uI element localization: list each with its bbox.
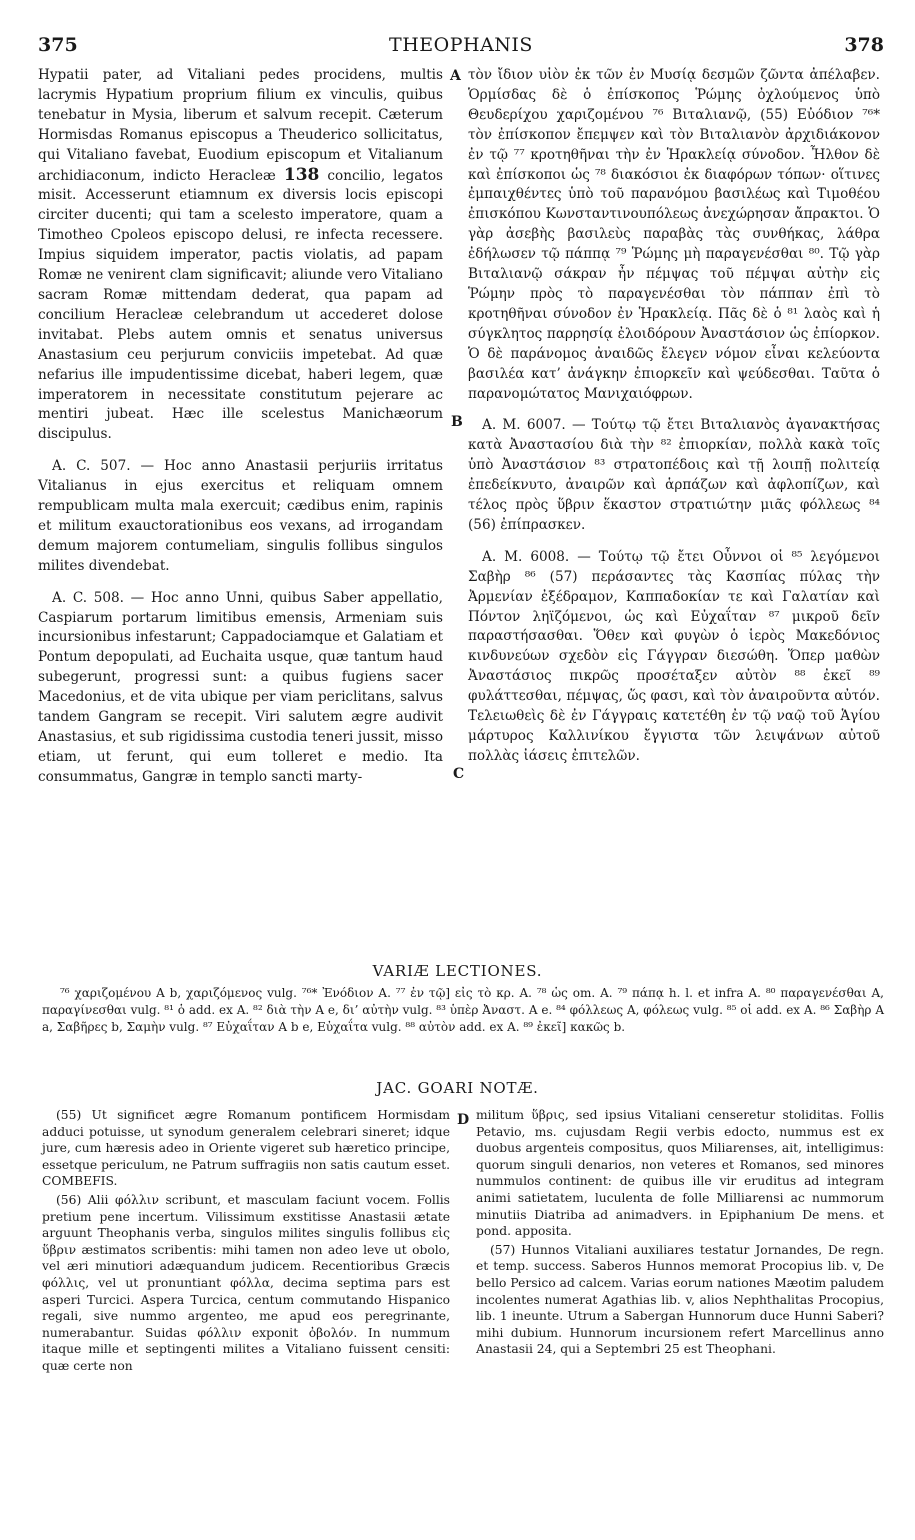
notes-left-column — [42, 1107, 450, 1377]
running-title: THEOPHANIS — [389, 34, 533, 56]
note-56-continued: militum ὕβρις, sed ipsius Vitaliani censeretur stoliditas. Follis Petavio, ms. cujusdam Regii verbis edocto, nummus est ex duobus argenteis compositus, quos Miliarenses, ait, intelligimus: quorum singuli denarios, non veteres et Romanos, sed minores nummulos continent: de quibus ille vir eruditus ad integram animi satietatem, luculenta de folle Milliarensi ac nummorum minutiis Diatriba ad animadvers. in Epiphanium De mens. et pond. apposita. — [476, 1108, 884, 1239]
margin-marker-b: B — [451, 414, 463, 430]
note-56: (56) Alii φόλλιν scribunt, et masculam faciunt vocem. Follis pretium pene incertum. Vilissimum exstitisse Anastasii ætate arguunt Theophanis verba, singulos milites singulis follibus εἰς ὕβριν æstimatos scribentis: mihi tamen non adeo leve ut obolo, vel æri minutiori adæquandum judicem. Recentioribus Græcis φόλλις, vel ut pronuntiant φόλλα, decima septima pars est asperi Turcici. Aspera Turcica, centum commutando Hispanico regali, sive nummo argenteo, me apud eos peregrinante, numerabantur. Suidas φόλλιν exponit ὀβολόν. In nummum itaque mille et septingenti milites a Vitaliano fuissent censiti: quæ certe non — [42, 1192, 450, 1373]
right-page-number: 378 — [844, 34, 884, 56]
latin-column — [38, 66, 443, 800]
greek-paragraph: τὸν ἴδιον υἱὸν ἐκ τῶν ἐν Μυσίᾳ δεσμῶν ζῶντα ἀπέλαβεν. Ὁρμίσδας δὲ ὁ ἐπίσκοπος Ῥώμης ὀχλούμενος ὑπὸ Θευδερίχου χαριζομένου ⁷⁶ Βιταλιανῷ, (55) Εὐόδιον ⁷⁶* τὸν ἐπίσκοπον ἔπεμψεν καὶ τὸν Βιταλιανὸν ἀρχιδιάκονον ἐν τῷ ⁷⁷ κροτηθῆναι τὴν ἐν Ἡρακλείᾳ σύνοδον. Ἦλθον δὲ καὶ ἐπίσκοποι ὡς ⁷⁸ διακόσιοι ἐκ διαφόρων τόπων· οἵτινες ἐμπαιχθέντες ὑπὸ τοῦ παρανόμου βασιλέως καὶ Τιμοθέου ἐπισκόπου Κωνσταντινουπόλεως ἀνεχώρησαν ἄπρακτοι. Ὁ γὰρ ἀσεβὴς βασιλεὺς παραβὰς τὰς συνθήκας, λάθρα ἐδήλωσεν τῷ πάππᾳ ⁷⁹ Ῥώμης μὴ παραγενέσθαι ⁸⁰. Τῷ γὰρ Βιταλιανῷ σάκραν ἦν πέμψας τοῦ πέμψαι αὐτὴν εἰς Ῥώμην πρὸς τὸ παραγενέσθαι τὸν πάππαν ἐπὶ τὸ κροτηθῆναι σύνοδον ἐν Ἡρακλείᾳ. Πᾶς δὲ ὁ ⁸¹ λαὸς καὶ ἡ σύγκλητος παρρησίᾳ ἐλοιδόρουν Ἀναστάσιον ὡς ἐπίορκον. Ὁ δὲ παράνομος ἀναιδῶς ἔλεγεν νόμον εἶναι κελεύοντα βασιλέα κατ’ ἀνάγκην ἐπιορκεῖν καὶ ψεύδεσθαι. Ταῦτα ὁ παρανομώτατος Μανιχαιόφρων. — [468, 67, 880, 402]
note-55: (55) Ut significet ægre Romanum pontificem Hormisdam adduci potuisse, ut synodum generalem celebrari sineret; idque jure, cum hæresis adeo in Oriente vigeret sub hæretico principe, essetque periculum, ne Patrum suffragiis non satis cautum esset. COMBEFIS. — [42, 1108, 450, 1189]
latin-entry-507: A. C. 507. — Hoc anno Anastasii perjuriis irritatus Vitalianus in ejus exercitus et reliquam omnem rempublicam multa mala exercuit; cædibus enim, rapinis et militum exauctorationibus eos vexans, ad irrogandam demum majorem contumeliam, singulis follibus singulos milites divendebat. — [38, 458, 443, 574]
latin-entry-508: A. C. 508. — Hoc anno Unni, quibus Saber appellatio, Caspiarum portarum limitibus emensis, Armeniam suis incursionibus infestarunt; Cappadociamque et Galatiam et Pontum depopulati, ad Euchaita usque, quæ tantum haud subegerunt, progressi sunt: a quibus fugiens sacer Macedonius, et de vita ubique per viam periclitans, salvus tandem Gangram se recepit. Viri salutem ægre audivit Anastasius, et sub rigidissima custodia teneri jussit, misso etiam, ut ferunt, qui eum tolleret e medio. Ita consummatus, Gangræ in templo sancti marty- — [38, 589, 443, 785]
variae-lectiones — [42, 985, 884, 1036]
greek-entry-6008: A. M. 6008. — Τούτῳ τῷ ἔτει Οὖννοι οἱ ⁸⁵ λεγόμενοι Σαβὴρ ⁸⁶ (57) περάσαντες τὰς Κασπίας πύλας τὴν Ἀρμενίαν ἐξέδραμον, Καππαδοκίαν τε καὶ Γαλατίαν καὶ Πόντον ληϊζόμενοι, ὡς καὶ Εὐχαΐταν ⁸⁷ μικροῦ δεῖν παραστήσασθαι. Ὅθεν καὶ φυγὼν ὁ ἱερὸς Μακεδόνιος κινδυνεύων σχεδὸν εἰς Γάγγραν διεσώθη. Ὅπερ μαθὼν Ἀναστάσιος πικρῶς προσέταξεν αὐτὸν ⁸⁸ ἐκεῖ ⁸⁹ φυλάττεσθαι, πέμψας, ὥς φασι, καὶ τὸν ἀναιροῦντα αὐτόν. Τελειωθεὶς δὲ ἐν Γάγγραις κατετέθη ἐν τῷ ναῷ τοῦ Ἁγίου μάρτυρος Καλλινίκου ἔγγιστα τῶν λειψάνων αὐτοῦ πολλὰς ἰάσεις ἐπιτελῶν. — [468, 548, 880, 764]
notae-title: JAC. GOARI NOTÆ. — [376, 1079, 539, 1097]
page-number-inline: 138 — [283, 164, 320, 185]
latin-text: Hypatii pater, ad Vitaliani pedes procidens, multis lacrymis Hypatium proprium filium ex vinculis, quibus tenebatur in Mysia, liberum et salvum recepit. Cæterum Hormisdas Romanus episcopus a Theuderico sollicitatus, qui Vitaliano favebat, Euodium episcopum et Vitalianum archidiaconum, indicto Heracleæ — [38, 67, 443, 184]
greek-entry-6007: A. M. 6007. — Τούτῳ τῷ ἔτει Βιταλιανὸς ἀγανακτήσας κατὰ Ἀναστασίου διὰ τὴν ⁸² ἐπιορκίαν, πολλὰ κακὰ τοῖς ὑπὸ Ἀναστάσιον ⁸³ στρατοπέδοις καὶ τῇ λοιπῇ πολιτείᾳ ἐπεδείκνυτο, ἀναιρῶν καὶ ἁρπάζων καὶ ἀφλοπίζων, καὶ τέλος πρὸς ὕβριν ἕκαστον στρατιώτην μιᾶς φόλλεως ⁸⁴ (56) ἐπίπρασκεν. — [468, 417, 880, 533]
running-head — [38, 34, 884, 60]
margin-marker-c: C — [453, 766, 465, 782]
greek-column — [468, 66, 880, 779]
variae-title: VARIÆ LECTIONES. — [372, 962, 543, 980]
note-57: (57) Hunnos Vitaliani auxiliares testatur Jornandes, De regn. et temp. success. Saberos Hunnos memorat Procopius lib. v, De bello Persico ad calcem. Varias eorum nationes Mæotim paludem incolentes numerat Agathias lib. v, alios Nephthalitas Procopius, lib. 1 ineunte. Utrum a Sabergan Hunnorum duce Hunni Saberi? mihi dubium. Hunnorum incursionem refert Marcellinus anno Anastasii 24, qui a Septembri 25 est Theophani. — [476, 1242, 884, 1357]
left-page-number: 375 — [38, 34, 78, 56]
margin-marker-d: D — [457, 1112, 470, 1128]
latin-text: concilio, legatos misit. Accesserunt etiamnum ex diversis locis episcopi circiter ducenti; qui tam a scelesto imperatore, quam a Timotheo Cpoleos episcopo delusi, re infecta recessere. Impius siquidem imperator, pactis violatis, ad papam Romæ ne venirent clam significavit; aliunde vero Vitaliano sacram Romæ mittendam dederat, qua papam ad concilium Heracleæ celebrandum ut accederet dolose invitabat. Plebs autem omnis et senatus universus Anastasium ceu perjurum conviciis impetebat. Ad quæ nefarius ille impudentissime dicebat, haberi legem, quæ imperatorem in necessitate constitutum pejerare ac mentiri jubeat. Hæc ille scelestus Manichæorum discipulus. — [38, 167, 444, 443]
notes-right-column — [476, 1107, 884, 1360]
variae-text: ⁷⁶ χαριζομένου A b, χαριζόμενος vulg. ⁷⁶* Ἐνόδιον A. ⁷⁷ ἐν τῷ] εἰς τὸ κρ. A. ⁷⁸ ὡς om. A. ⁷⁹ πάπᾳ h. l. et infra A. ⁸⁰ παραγενέσθαι A, παραγίνεσθαι vulg. ⁸¹ ὁ add. ex A. ⁸² διὰ τὴν A e, δι’ αὐτὴν vulg. ⁸³ ὑπὲρ Ἀναστ. A e. ⁸⁴ φόλλεως A, φόλεως vulg. ⁸⁵ οἱ add. ex A. ⁸⁶ Σαβὴρ A a, Σαβῆρες b, Σαμὴν vulg. ⁸⁷ Εὐχαΐταν A b e, Εὐχαΐτα vulg. ⁸⁸ αὐτὸν add. ex A. ⁸⁹ ἐκεῖ] κακῶς b. — [42, 986, 884, 1034]
margin-marker-a: A — [450, 68, 461, 84]
latin-paragraph — [38, 66, 443, 445]
